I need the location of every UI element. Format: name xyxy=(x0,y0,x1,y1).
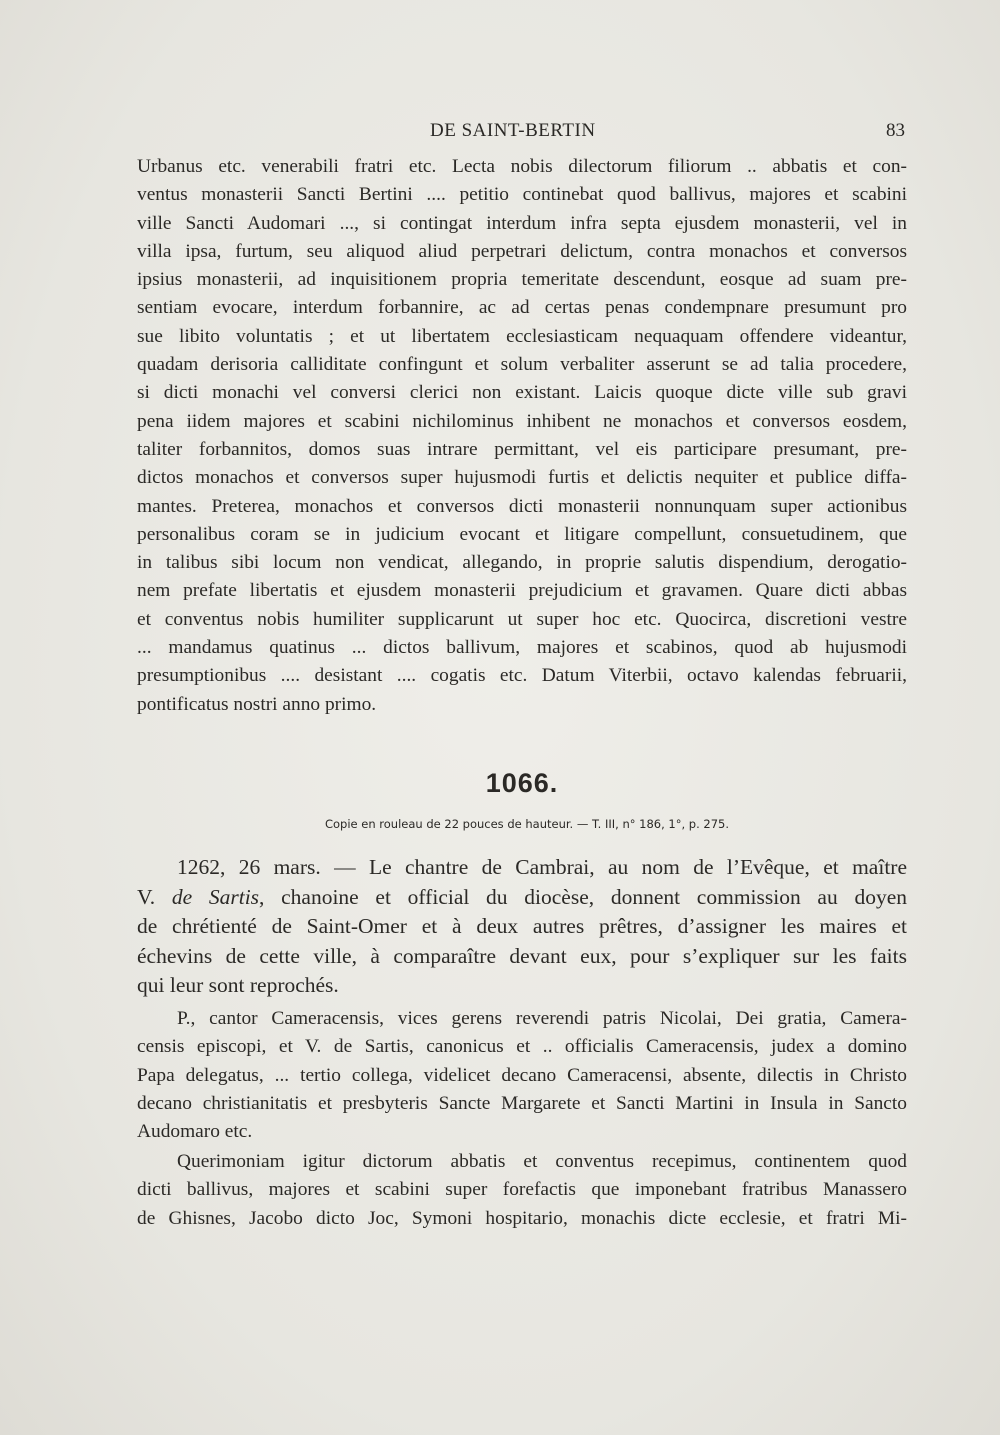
text-line: Audomaro etc. xyxy=(137,1121,253,1143)
text-line: villa ipsa, furtum, seu aliquod aliud perpetrari delictum, contra monachos et conversos xyxy=(137,240,907,262)
text-line: sue libito voluntatis ; et ut libertatem ecclesiasticam nequaquam offendere videantur, xyxy=(137,325,907,347)
text-line: decano christianitatis et presbyteris Sancte Margarete et Sancti Martini in Insula in Sancto xyxy=(137,1092,907,1114)
charter-summary xyxy=(137,853,907,1001)
summary-line: qui leur sont reprochés. xyxy=(137,973,339,998)
text-line: ... mandamus quatinus ... dictos ballivum, majores et scabinos, quod ab hujusmodi xyxy=(137,637,907,659)
text-line: si dicti monachi vel conversi clerici non existant. Laicis quoque dicte ville sub gravi xyxy=(137,382,907,404)
text-line: presumptionibus .... desistant .... cogatis etc. Datum Viterbii, octavo kalendas februarii, xyxy=(137,665,907,687)
text-line: dictos monachos et conversos super hujusmodi furtis et delictis nequiter et publice diffa- xyxy=(137,467,907,489)
text-line: ville Sancti Audomari ..., si contingat interdum infra septa ejusdem monasterii, vel in xyxy=(137,212,907,234)
text-line: pontificatus nostri anno primo. xyxy=(137,693,377,715)
text-line: Papa delegatus, ... tertio collega, videlicet decano Cameracensi, absente, dilectis in Christo xyxy=(137,1064,907,1086)
charter-text-paragraph-1 xyxy=(137,1005,907,1146)
running-title: DE SAINT-BERTIN xyxy=(430,120,596,141)
summary-line: échevins de cette ville, à comparaître devant eux, pour s’expliquer sur les faits xyxy=(137,943,907,968)
text-line: de Ghisnes, Jacobo dicto Joc, Symoni hospitario, monachis dicte ecclesie, et fratri Mi- xyxy=(137,1207,907,1229)
text-line: ventus monasterii Sancti Bertini .... petitio continebat quod ballivus, majores et scabini xyxy=(137,184,907,206)
summary-line xyxy=(137,883,907,913)
text-line: taliter forbannitos, domos suas intrare permittant, vel eis participare presumant, pre- xyxy=(137,438,907,460)
text-line: in talibus sibi locum non vendicat, allegando, in proprie salutis dispendium, derogatio- xyxy=(137,552,907,574)
text-line: Urbanus etc. venerabili fratri etc. Lecta nobis dilectorum filiorum .. abbatis et con- xyxy=(137,156,907,177)
summary-line: de chrétienté de Saint-Omer et à deux autres prêtres, d’assigner les maires et xyxy=(137,914,907,939)
papal-letter-text xyxy=(137,153,907,719)
text-line: dicti ballivus, majores et scabini super forefactis que imponebant fratribus Manassero xyxy=(137,1179,907,1201)
text-line: et conventus nobis humiliter supplicarunt ut super hoc etc. Quocirca, discretioni vestre xyxy=(137,608,907,630)
text-line: pena iidem majores et scabini nichilominus inhibent ne monachos et conversos eosdem, xyxy=(137,410,907,432)
text-line: personalibus coram se in judicium evocant et litigare compellunt, consuetudinem, que xyxy=(137,523,907,545)
text-line: sentiam evocare, interdum forbannire, ac ad certas penas condempnare presumunt pro xyxy=(137,297,907,319)
summary-text: , chanoine et official du diocèse, donnent commission au doyen xyxy=(259,884,907,909)
text-line: ipsius monasterii, ad inquisitionem propria temeritate descendunt, eosque ad suam pre- xyxy=(137,269,907,291)
text-line: Querimoniam igitur dictorum abbatis et conventus recepimus, continentem quod xyxy=(177,1151,907,1172)
text-line: P., cantor Cameracensis, vices gerens reverendi patris Nicolai, Dei gratia, Camera- xyxy=(177,1008,907,1029)
summary-italic-name: de Sartis xyxy=(171,884,260,909)
text-line: censis episcopi, et V. de Sartis, canonicus et .. officialis Cameracensis, judex a domino xyxy=(137,1036,907,1058)
source-note: Copie en rouleau de 22 pouces de hauteur. — T. III, n° 186, 1°, p. 275. xyxy=(324,817,730,831)
summary-initial: V. xyxy=(137,884,172,909)
summary-line: 1262, 26 mars. — Le chantre de Cambrai, au nom de l’Evêque, et maître xyxy=(177,855,907,879)
text-line: quadam derisoria calliditate confingunt et solum verbaliter asserunt se ad talia procedere, xyxy=(137,354,907,376)
text-line: nem prefate libertatis et ejusdem monasterii prejudicium et gravamen. Quare dicti abbas xyxy=(137,580,907,602)
text-line: mantes. Preterea, monachos et conversos dicti monasterii nonnunquam super actionibus xyxy=(137,495,907,517)
page-number: 83 xyxy=(886,120,905,141)
charter-number-heading: 1066. xyxy=(485,768,559,798)
charter-text-paragraph-2 xyxy=(137,1148,907,1233)
